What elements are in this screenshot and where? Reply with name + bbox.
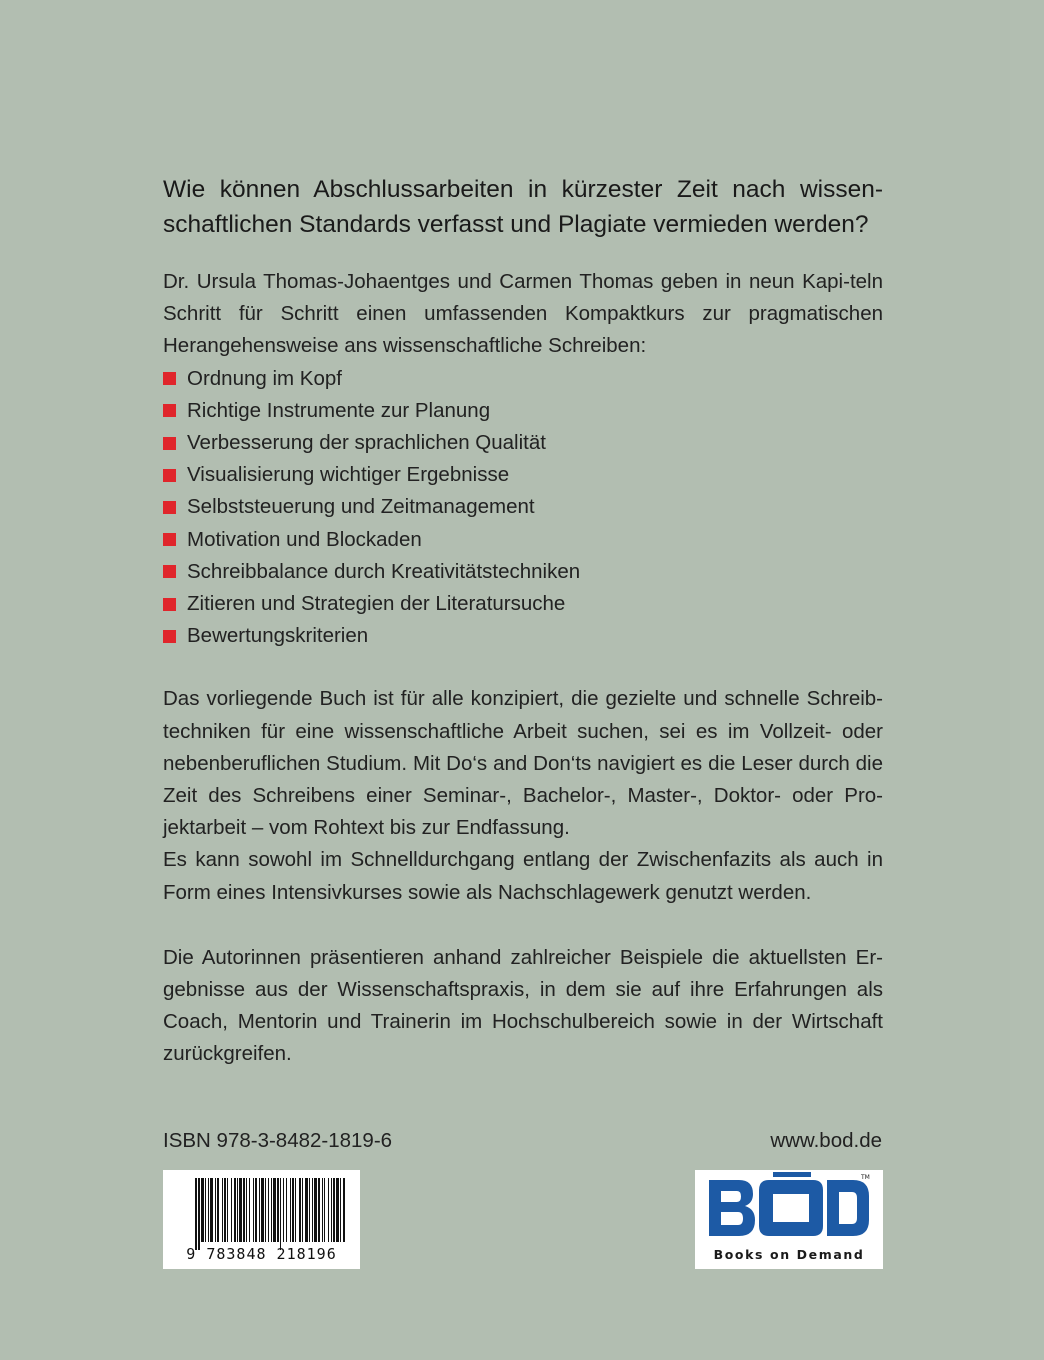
- barcode-bar: [259, 1178, 260, 1242]
- red-square-bullet-icon: [163, 404, 176, 417]
- barcode-bar: [280, 1178, 281, 1250]
- description-paragraph-1: Das vorliegende Buch ist für alle konzipiert, die gezielte und schnelle Schreib-techniken für eine wissenschaftliche Arbeit suchen, sei es im Vollzeit- oder nebenberuflichen Studium. Mit Do‘s and Don‘ts navigiert es die Leser durch die Zeit des Schreibens einer Seminar-, Bachelor-, Master-, Doktor- oder Pro-jektarbeit – vom Rohtext bis zur Endfassung.: [163, 687, 883, 840]
- barcode-bar: [217, 1178, 219, 1242]
- list-item: Ordnung im Kopf: [163, 363, 883, 395]
- description-paragraph-2: Es kann sowohl im Schnelldurchgang entlang der Zwischenfazits als auch in Form eines Intensivkurses sowie als Nachschlagewerk genutzt werden.: [163, 848, 883, 904]
- barcode-bar: [231, 1178, 232, 1242]
- barcode-bar: [227, 1178, 228, 1242]
- list-item: Schreibbalance durch Kreativitätstechniken: [163, 556, 883, 588]
- isbn-barcode: [163, 1170, 360, 1269]
- barcode-bar: [201, 1178, 204, 1242]
- barcode-bar: [283, 1178, 284, 1242]
- barcode-bar: [318, 1178, 320, 1242]
- red-square-bullet-icon: [163, 533, 176, 546]
- barcode-bar: [322, 1178, 323, 1242]
- barcode-bar: [215, 1178, 216, 1242]
- publisher-logo: [695, 1170, 883, 1269]
- barcode-bar: [331, 1178, 332, 1242]
- red-square-bullet-icon: [163, 565, 176, 578]
- barcode-bar: [195, 1178, 197, 1250]
- website-link[interactable]: www.bod.de: [770, 1129, 882, 1152]
- publisher-tagline: Books on Demand: [713, 1247, 865, 1262]
- barcode-bar: [302, 1178, 303, 1242]
- barcode-bar: [271, 1178, 272, 1242]
- list-item: Motivation und Blockaden: [163, 524, 883, 556]
- barcode-digits: 9 783848 218196: [186, 1245, 337, 1263]
- barcode-bar: [243, 1178, 245, 1242]
- red-square-bullet-icon: [163, 630, 176, 643]
- red-square-bullet-icon: [163, 501, 176, 514]
- list-item: Bewertungskriterien: [163, 620, 883, 652]
- trademark-mark: TM: [861, 1174, 870, 1181]
- barcode-bar: [261, 1178, 264, 1242]
- barcode-bar: [208, 1178, 209, 1242]
- barcode-bar: [265, 1178, 266, 1242]
- list-item: Verbesserung der sprachlichen Qualität: [163, 427, 883, 459]
- list-item: Richtige Instrumente zur Planung: [163, 395, 883, 427]
- barcode-bar: [234, 1178, 236, 1242]
- list-item: Zitieren und Strategien der Literatursuche: [163, 588, 883, 620]
- barcode-bar: [198, 1178, 200, 1250]
- topic-list: [163, 363, 883, 653]
- description-paragraph-3: Die Autorinnen präsentieren anhand zahlreicher Beispiele die aktuellsten Er-gebnisse aus der Wissenschaftspraxis, in dem sie auf ihre Erfahrungen als Coach, Mentorin und Trainerin im Hochschulbereich sowie in der Wirtschaft zurückgreifen.: [163, 945, 883, 1066]
- barcode-bar: [222, 1178, 223, 1242]
- barcode-bar: [340, 1178, 341, 1242]
- barcode-bar: [290, 1178, 291, 1242]
- barcode-bar: [286, 1178, 287, 1242]
- barcode-bar: [210, 1178, 213, 1242]
- barcode-bar: [268, 1178, 269, 1242]
- barcode-bar: [239, 1178, 242, 1242]
- barcode-bar: [333, 1178, 335, 1242]
- red-square-bullet-icon: [163, 598, 176, 611]
- barcode-bar: [249, 1178, 250, 1242]
- intro-paragraph: Dr. Ursula Thomas-Johaentges und Carmen Thomas geben in neun Kapi-teln Schritt für Schritt einen umfassenden Kompaktkurs zur pragmatischen Herangehensweise ans wissenschaftliche Schreiben:: [163, 270, 883, 358]
- barcode-bar: [253, 1178, 254, 1242]
- barcode-bar: [246, 1178, 247, 1242]
- list-item: Selbststeuerung und Zeitmanagement: [163, 491, 883, 523]
- barcode-bar: [314, 1178, 317, 1242]
- barcode-bar: [273, 1178, 276, 1242]
- back-cover-text: [163, 172, 883, 1071]
- isbn-label: ISBN 978-3-84​82-1819-6: [163, 1129, 393, 1152]
- barcode-bar: [343, 1178, 345, 1242]
- list-item: Visualisierung wichtiger Ergebnisse: [163, 459, 883, 491]
- barcode-bar: [309, 1178, 310, 1242]
- barcode-bar: [295, 1178, 296, 1242]
- barcode-bar: [224, 1178, 226, 1242]
- headline: Wie können Abschlussarbeiten in kürzester Zeit nach wissen-schaftlichen Standards verfasst und Plagiate vermieden werden?: [163, 176, 883, 238]
- barcode-bar: [324, 1178, 325, 1242]
- red-square-bullet-icon: [163, 372, 176, 385]
- barcode-bar: [312, 1178, 313, 1242]
- red-square-bullet-icon: [163, 437, 176, 450]
- barcode-bar: [328, 1178, 329, 1242]
- barcode-bar: [237, 1178, 238, 1242]
- barcode-bar: [292, 1178, 294, 1242]
- barcode-bar: [255, 1178, 257, 1242]
- barcode-bar: [336, 1178, 339, 1242]
- barcode-bar: [277, 1178, 279, 1242]
- red-square-bullet-icon: [163, 469, 176, 482]
- barcode-bar: [299, 1178, 301, 1242]
- barcode-bar: [205, 1178, 206, 1242]
- barcode-bar: [305, 1178, 308, 1242]
